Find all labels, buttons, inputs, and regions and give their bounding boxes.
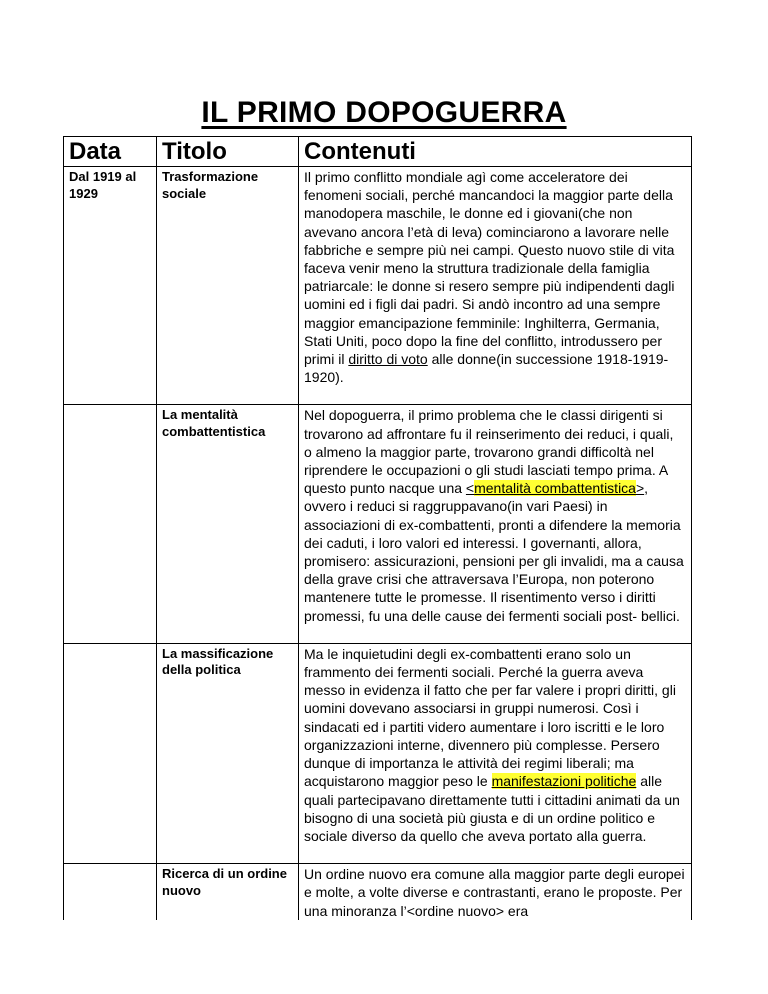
row-content (299, 864, 692, 920)
row-date: Dal 1919 al 1929 (64, 167, 157, 405)
content-text: Il primo conflitto mondiale agì come acceleratore dei fenomeni sociali, perché mancandoci la maggior parte della manodopera maschile, le donne ed i giovani(che non avevano ancora l’età di leva) cominciarono a lavorare nelle fabbriche e sempre più nei campi. Questo nuovo stile di vita faceva venir meno la struttura tradizionale della famiglia patriarcale: le donne si resero sempre più indipendenti dagli uomini ed i figli dai padri. Si andò incontro ad una sempre maggior emancipazione femminile: Inghilterra, Germania, Stati Uniti, poco dopo la fine del conflitto, introdussero per primi il (304, 169, 675, 368)
table-row (64, 167, 692, 405)
table-row (64, 643, 692, 863)
row-topic: La massificazione della politica (157, 643, 299, 863)
row-date (64, 405, 157, 643)
content-text: alle quali partecipavano direttamente tutti i cittadini animati da un bisogno di una società più giusta e di un ordine politico e sociale diverso da quello che aveva portato alla guerra. (304, 773, 680, 844)
content-text: Nel dopoguerra, il primo problema che le classi dirigenti si trovarono ad affrontare fu il reinserimento dei reduci, i quali, o almeno la maggior parte, trovarono grandi difficoltà nel riprendere le occupazioni o gli studi lasciati tempo prima. A questo punto nacque una (304, 407, 674, 497)
header-title: Titolo (157, 137, 299, 167)
row-topic: Trasformazione sociale (157, 167, 299, 405)
content-text: Ma le inquietudini degli ex-combattenti erano solo un frammento dei fermenti sociali. Perché la guerra aveva messo in evidenza il fatto che per far valere i propri diritti, gli uomini dovevano associarsi in gruppi numerosi. Così i sindacati ed i partiti videro aumentare i loro iscritti e le loro organizzazioni interne, divennero più complesse. Persero dunque di importanza le attività dei regimi liberali; ma acquistarono maggior peso le (304, 645, 676, 790)
highlighted-term-mentalita: mentalità combattentistica (474, 480, 636, 497)
document-title: IL PRIMO DOPOGUERRA (201, 96, 567, 129)
underlined-term-diritto-di-voto: diritto di voto (348, 351, 428, 368)
highlighted-term-manifestazioni: manifestazioni politiche (491, 773, 637, 790)
content-text: , ovvero i reduci si raggruppavano(in vari Paesi) in associazioni di ex-combattenti, pronti a difendere la memoria dei caduti, i loro valori ed interessi. I governanti, allora, promisero: assicurazioni, pensioni per gli invalidi, ma a causa della grave crisi che attraversava l’Europa, non poterono mantenere tutte le promesse. Il risentimento verso i diritti promessi, fu una delle cause dei fermenti sociali post- bellici. (304, 480, 684, 624)
header-date: Data (64, 137, 157, 167)
row-date (64, 864, 157, 920)
table-row (64, 405, 692, 643)
table-header-row (64, 137, 692, 167)
row-topic: Ricerca di un ordine nuovo (157, 864, 299, 920)
content-text: Un ordine nuovo era comune alla maggior parte degli europei e molte, a volte diverse e contrastanti, erano le proposte. Per una minoranza l’<ordine nuovo> era (304, 866, 685, 919)
table-row (64, 864, 692, 920)
underlined-quote-mark: < (465, 480, 475, 497)
content-table (63, 136, 692, 920)
row-content (299, 643, 692, 863)
row-content (299, 167, 692, 405)
content-text: alle donne(in successione 1918-1919-1920). (304, 351, 669, 386)
row-content (299, 405, 692, 643)
underlined-quote-mark: > (635, 480, 645, 497)
row-topic: La mentalità combattentistica (157, 405, 299, 643)
row-date (64, 643, 157, 863)
header-content: Contenuti (299, 137, 692, 167)
